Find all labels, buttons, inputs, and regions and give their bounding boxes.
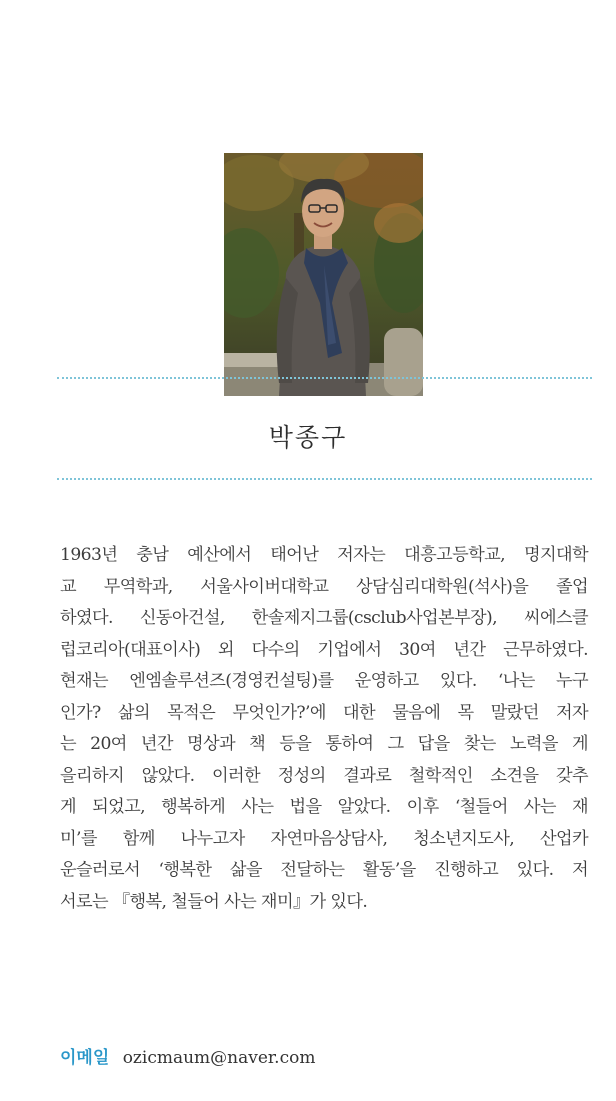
bio-line: 교 무역학과, 서울사이버대학교 상담심리대학원(석사)을 졸업 (60, 576, 588, 597)
author-photo-illustration (224, 153, 423, 396)
bio-line: 현재는 엔엠솔루션즈(경영컨설팅)를 운영하고 있다. ‘나는 누구 (60, 671, 588, 691)
bio-line: 게 되었고, 행복하게 사는 법을 알았다. 이후 ‘철들어 사는 재 (60, 797, 588, 817)
bio-line: 인가? 삶의 목적은 무엇인가?’에 대한 물음에 목 말랐던 저자 (60, 702, 588, 723)
bio-line: 운슬러로서 ‘행복한 삶을 전달하는 활동’을 진행하고 있다. 저 (60, 860, 588, 880)
bio-line: 하였다. 신동아건설, 한솔제지그룹(csclub사업본부장), 씨에스클 (60, 608, 588, 628)
email-address[interactable]: ozicmaum@naver.com (122, 1048, 316, 1068)
author-name: 박종구 (268, 423, 348, 452)
bio-line: 는 20여 년간 명상과 책 등을 통하여 그 답을 찾는 노력을 게 (60, 734, 588, 754)
email-contact (60, 1043, 315, 1068)
bio-line: 을리하지 않았다. 이러한 정성의 결과로 철학적인 소견을 갖추 (60, 765, 588, 786)
bio-line: 1963년 충남 예산에서 태어난 저자는 대흥고등학교, 명지대학 (60, 545, 588, 565)
author-bio (60, 540, 588, 918)
bio-line: 서로는 『행복, 철들어 사는 재미』가 있다. (60, 891, 368, 912)
divider-bottom (57, 478, 592, 480)
divider-top (57, 377, 592, 379)
bio-line: 럽코리아(대표이사) 외 다수의 기업에서 30여 년간 근무하였다. (60, 639, 588, 660)
author-photo (224, 153, 423, 396)
bio-line: 미’를 함께 나누고자 자연마음상담사, 청소년지도사, 산업카 (60, 828, 588, 849)
email-label: 이메일 (60, 1048, 110, 1068)
